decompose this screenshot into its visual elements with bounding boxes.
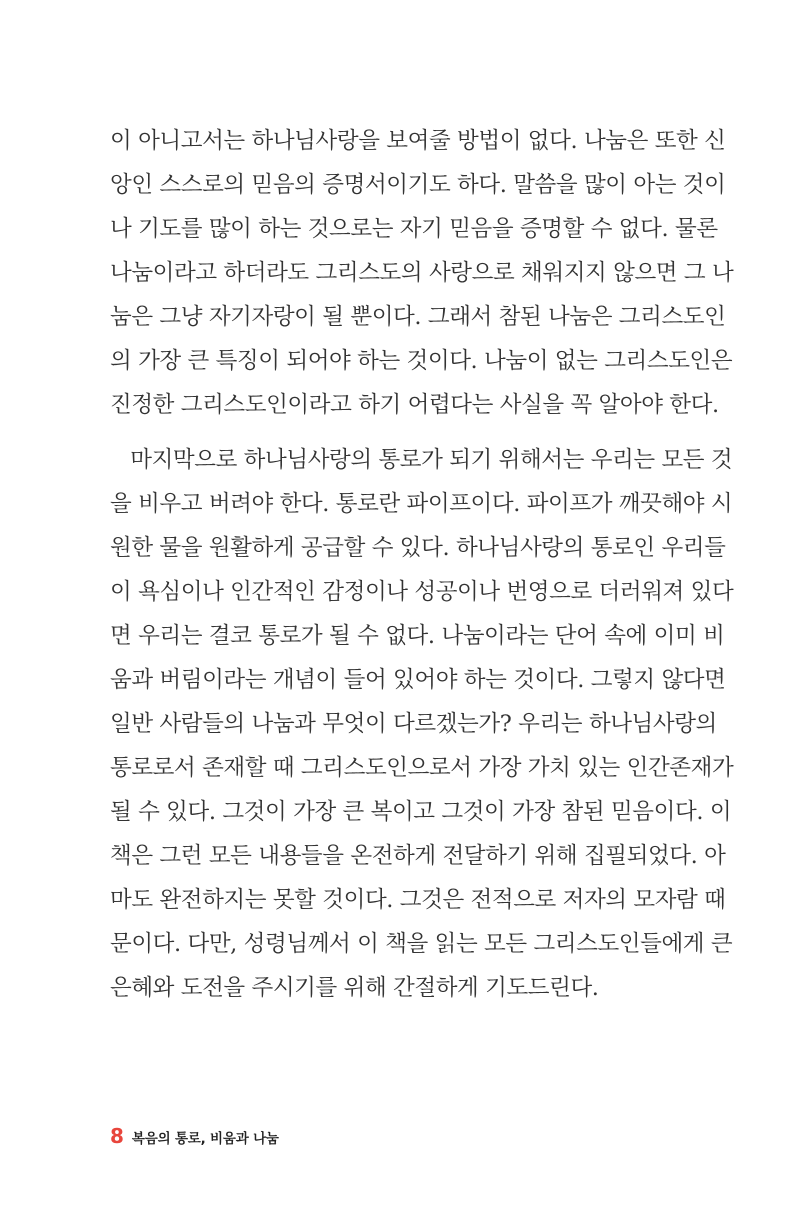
- text-line: 통로로서 존재할 때 그리스도인으로서 가장 가치 있는 인간존재가: [110, 755, 734, 781]
- text-line: 눔은 그냥 자기자랑이 될 뿐이다. 그래서 참된 나눔은 그리스도인: [110, 304, 726, 330]
- text-line: 움과 버림이라는 개념이 들어 있어야 하는 것이다. 그렇지 않다면: [110, 667, 726, 693]
- body-paragraph-1: [110, 119, 734, 427]
- text-line: 일반 사람들의 나눔과 무엇이 다르겠는가? 우리는 하나님사랑의: [110, 711, 717, 737]
- text-line: 면 우리는 결코 통로가 될 수 없다. 나눔이라는 단어 속에 이미 비: [110, 623, 725, 649]
- text-line: 앙인 스스로의 믿음의 증명서이기도 하다. 말씀을 많이 아는 것이: [110, 172, 726, 198]
- text-line: 의 가장 큰 특징이 되어야 하는 것이다. 나눔이 없는 그리스도인은: [110, 348, 733, 374]
- text-line: 원한 물을 원활하게 공급할 수 있다. 하나님사랑의 통로인 우리들: [110, 535, 726, 561]
- page-footer: [110, 1124, 279, 1148]
- text-line: 을 비우고 버려야 한다. 통로란 파이프이다. 파이프가 깨끗해야 시: [110, 491, 733, 517]
- text-line: 나눔이라고 하더라도 그리스도의 사랑으로 채워지지 않으면 그 나: [110, 260, 734, 286]
- running-title: 복음의 통로, 비움과 나눔: [131, 1131, 279, 1147]
- page-number: 8: [110, 1124, 124, 1148]
- text-line: 마도 완전하지는 못할 것이다. 그것은 전적으로 저자의 모자람 때: [110, 887, 726, 913]
- text-line: 은혜와 도전을 주시기를 위해 간절하게 기도드린다.: [110, 975, 599, 1001]
- text-line: 문이다. 다만, 성령님께서 이 책을 읽는 모든 그리스도인들에게 큰: [110, 931, 733, 957]
- body-paragraph-2: [110, 438, 734, 1010]
- text-line: 마지막으로 하나님사랑의 통로가 되기 위해서는 우리는 모든 것: [110, 447, 733, 473]
- text-line: 이 욕심이나 인간적인 감정이나 성공이나 번영으로 더러워져 있다: [110, 579, 734, 605]
- text-line: 나 기도를 많이 하는 것으로는 자기 믿음을 증명할 수 없다. 물론: [110, 216, 718, 242]
- text-line: 책은 그런 모든 내용들을 온전하게 전달하기 위해 집필되었다. 아: [110, 843, 726, 869]
- text-line: 이 아니고서는 하나님사랑을 보여줄 방법이 없다. 나눔은 또한 신: [110, 128, 726, 154]
- text-line: 진정한 그리스도인이라고 하기 어렵다는 사실을 꼭 알아야 한다.: [110, 392, 719, 418]
- text-line: 될 수 있다. 그것이 가장 큰 복이고 그것이 가장 참된 믿음이다. 이: [110, 799, 732, 825]
